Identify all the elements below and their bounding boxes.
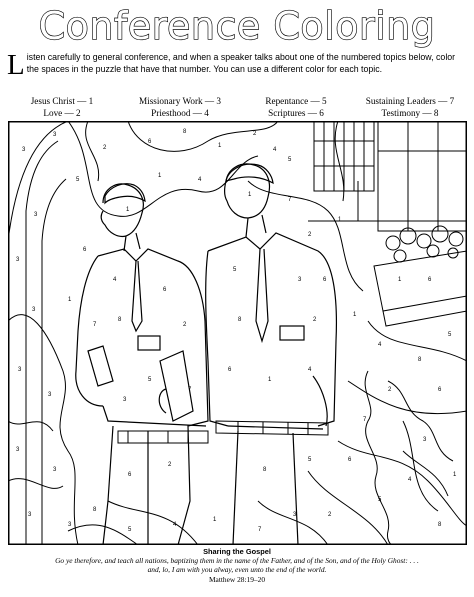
drop-cap: L	[7, 49, 25, 81]
svg-text:1: 1	[338, 217, 342, 223]
page-title: Conference Coloring	[38, 4, 436, 48]
svg-text:3: 3	[53, 132, 57, 138]
svg-text:7: 7	[288, 197, 292, 203]
svg-text:2: 2	[388, 387, 392, 393]
svg-text:1: 1	[353, 312, 357, 318]
topic-item: Love — 2	[43, 108, 81, 118]
illustration-svg	[8, 121, 467, 545]
svg-text:4: 4	[408, 477, 412, 483]
svg-text:8: 8	[438, 522, 442, 528]
svg-text:4: 4	[198, 177, 202, 183]
svg-text:4: 4	[308, 367, 312, 373]
svg-text:3: 3	[34, 212, 38, 218]
scripture-verse-line-1: Go ye therefore, and teach all nations, baptizing them in the name of the Father, and of the Son, and of the Holy Ghost: . . .	[55, 556, 419, 566]
svg-text:8: 8	[118, 317, 122, 323]
svg-text:4: 4	[378, 342, 382, 348]
topic-item: Sustaining Leaders — 7	[365, 96, 455, 106]
svg-text:1: 1	[268, 377, 272, 383]
svg-text:5: 5	[128, 527, 132, 533]
svg-text:3: 3	[298, 277, 302, 283]
svg-text:6: 6	[148, 139, 152, 145]
svg-text:1: 1	[398, 277, 402, 283]
svg-text:6: 6	[128, 472, 132, 478]
svg-text:3: 3	[68, 522, 72, 528]
svg-text:6: 6	[438, 387, 442, 393]
svg-text:1: 1	[218, 143, 222, 149]
svg-text:3: 3	[18, 367, 22, 373]
svg-text:6: 6	[163, 287, 167, 293]
svg-text:8: 8	[418, 357, 422, 363]
svg-text:1: 1	[68, 297, 72, 303]
svg-text:3: 3	[423, 437, 427, 443]
svg-text:7: 7	[93, 322, 97, 328]
svg-text:7: 7	[188, 387, 192, 393]
topic-item: Repentance — 5	[265, 96, 327, 106]
svg-text:5: 5	[76, 177, 80, 183]
svg-text:3: 3	[32, 307, 36, 313]
svg-text:3: 3	[293, 512, 297, 518]
topic-column	[258, 95, 334, 119]
svg-text:7: 7	[258, 527, 262, 533]
topic-column	[360, 95, 460, 119]
svg-text:2: 2	[103, 145, 107, 151]
svg-text:3: 3	[16, 447, 20, 453]
svg-text:6: 6	[83, 247, 87, 253]
svg-text:5: 5	[148, 377, 152, 383]
svg-text:1: 1	[248, 192, 252, 198]
caption	[0, 547, 474, 584]
svg-text:1: 1	[158, 173, 162, 179]
topic-item: Jesus Christ — 1	[30, 96, 94, 106]
svg-text:3: 3	[28, 512, 32, 518]
svg-text:2: 2	[328, 512, 332, 518]
topic-column	[26, 95, 98, 119]
svg-text:6: 6	[428, 277, 432, 283]
color-by-number-illustration	[8, 121, 467, 545]
svg-text:2: 2	[168, 462, 172, 468]
svg-text:3: 3	[48, 392, 52, 398]
svg-text:6: 6	[323, 277, 327, 283]
topic-column	[132, 95, 228, 119]
svg-text:1: 1	[453, 472, 457, 478]
svg-text:5: 5	[308, 457, 312, 463]
svg-text:5: 5	[288, 157, 292, 163]
svg-text:5: 5	[378, 497, 382, 503]
svg-text:1: 1	[213, 517, 217, 523]
svg-text:6: 6	[348, 457, 352, 463]
instructions	[7, 49, 468, 81]
topic-item: Priesthood — 4	[151, 108, 209, 118]
svg-text:4: 4	[113, 277, 117, 283]
svg-text:8: 8	[263, 467, 267, 473]
caption-heading: Sharing the Gospel	[203, 547, 271, 556]
svg-text:5: 5	[448, 332, 452, 338]
svg-text:1: 1	[126, 207, 130, 213]
svg-text:6: 6	[228, 367, 232, 373]
topic-item: Scriptures — 6	[268, 108, 324, 118]
scripture-reference: Matthew 28:19–20	[208, 574, 266, 584]
svg-text:3: 3	[123, 397, 127, 403]
svg-text:3: 3	[22, 147, 26, 153]
svg-text:7: 7	[363, 417, 367, 423]
topic-item: Missionary Work — 3	[138, 96, 222, 106]
svg-text:2: 2	[308, 232, 312, 238]
svg-text:2: 2	[253, 131, 257, 137]
svg-text:8: 8	[93, 507, 97, 513]
svg-text:8: 8	[183, 129, 187, 135]
svg-text:2: 2	[183, 322, 187, 328]
svg-text:5: 5	[233, 267, 237, 273]
instructions-text: isten carefully to general conference, and when a speaker talks about one of the numbered topics below, color the spaces in the puzzle that have that number. You can use a different color for each topic.	[26, 52, 456, 74]
svg-text:3: 3	[16, 257, 20, 263]
svg-text:4: 4	[273, 147, 277, 153]
svg-text:3: 3	[53, 467, 57, 473]
svg-text:8: 8	[238, 317, 242, 323]
svg-text:2: 2	[313, 317, 317, 323]
svg-text:4: 4	[173, 522, 177, 528]
scripture-verse-line-2: and, lo, I am with you alway, even unto the end of the world.	[147, 565, 327, 575]
topic-item: Testimony — 8	[381, 108, 439, 118]
